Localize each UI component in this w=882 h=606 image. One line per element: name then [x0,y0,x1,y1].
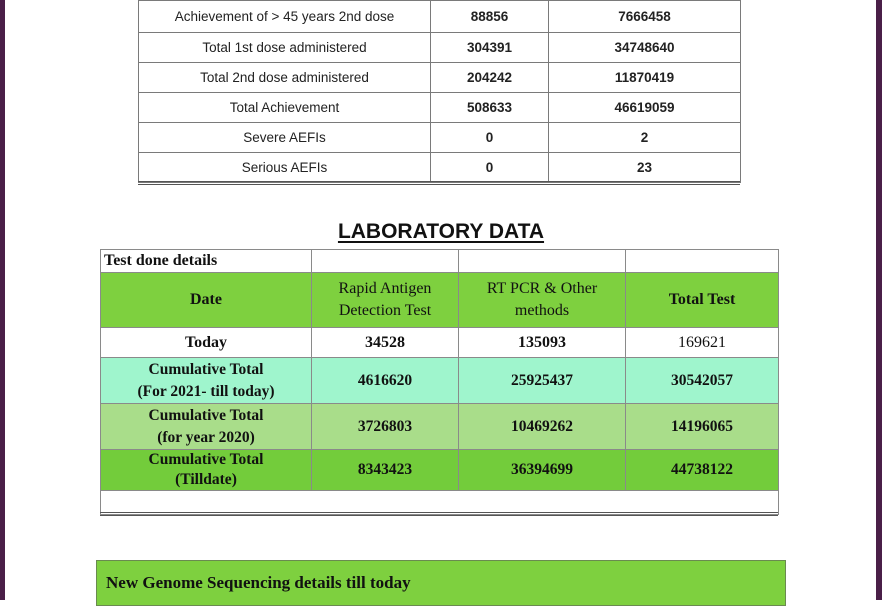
page-border-left [0,0,5,600]
empty-cell [626,250,779,273]
today-value: 204242 [431,63,549,93]
row-label: Serious AEFIs [139,153,431,183]
table-empty-row [101,491,779,515]
table-row [101,328,779,358]
table-bottom-rule [100,512,778,516]
header-line: RT PCR & Other [486,280,598,297]
table-row [101,450,779,491]
page-border-right [876,0,882,600]
cumulative-value: 11870419 [549,63,741,93]
cumulative-value: 46619059 [549,93,741,123]
today-value: 304391 [431,33,549,63]
row-label: Achievement of > 45 years 2nd dose [139,1,431,33]
row-label: Severe AEFIs [139,123,431,153]
row-label: Total Achievement [139,93,431,123]
cumulative-value: 2 [549,123,741,153]
rtpcr-value: 135093 [459,328,626,358]
table-header-row [101,273,779,328]
table-title-row [101,250,779,273]
rapid-value: 8343423 [312,450,459,491]
rapid-value: 34528 [312,328,459,358]
header-line: Detection Test [338,302,432,319]
today-value: 508633 [431,93,549,123]
label-line: (Tilldate) [175,471,237,488]
label-line: Cumulative Total [148,451,264,468]
label-line: Cumulative Total [148,360,264,378]
section-title: LABORATORY DATA [337,220,545,243]
header-line: methods [514,302,570,319]
today-value: 0 [431,153,549,183]
table-row [139,63,741,93]
today-value: 88856 [431,1,549,33]
rtpcr-value: 36394699 [459,450,626,491]
table-row [101,358,779,404]
table-row [139,123,741,153]
row-date-label: Today [101,328,312,358]
table-row [139,33,741,63]
rapid-value: 3726803 [312,404,459,450]
total-value: 169621 [626,328,779,358]
today-value: 0 [431,123,549,153]
table-row [139,93,741,123]
row-label: Total 2nd dose administered [139,63,431,93]
section-label: Test done details [101,250,312,273]
genome-sequencing-box [96,560,786,606]
label-line: (for year 2020) [157,428,255,446]
vaccination-table [138,0,741,183]
empty-cell [101,491,779,515]
cumulative-value: 34748640 [549,33,741,63]
row-date-label [101,358,312,404]
table-bottom-rule [138,181,740,185]
table-row [139,153,741,183]
total-value: 14196065 [626,404,779,450]
row-date-label [101,404,312,450]
header-rapid-antigen [312,273,459,328]
laboratory-table [100,249,779,515]
header-line: Rapid Antigen [338,280,432,297]
label-line: Cumulative Total [148,406,264,424]
rtpcr-value: 25925437 [459,358,626,404]
empty-cell [459,250,626,273]
rapid-value: 4616620 [312,358,459,404]
table-row [101,404,779,450]
genome-title: New Genome Sequencing details till today [106,573,411,592]
total-value: 30542057 [626,358,779,404]
table-row [139,1,741,33]
row-label: Total 1st dose administered [139,33,431,63]
empty-cell [312,250,459,273]
header-total-test: Total Test [626,273,779,328]
cumulative-value: 23 [549,153,741,183]
header-rt-pcr [459,273,626,328]
cumulative-value: 7666458 [549,1,741,33]
row-date-label [101,450,312,491]
header-date: Date [101,273,312,328]
rtpcr-value: 10469262 [459,404,626,450]
total-value: 44738122 [626,450,779,491]
label-line: (For 2021- till today) [137,382,275,400]
